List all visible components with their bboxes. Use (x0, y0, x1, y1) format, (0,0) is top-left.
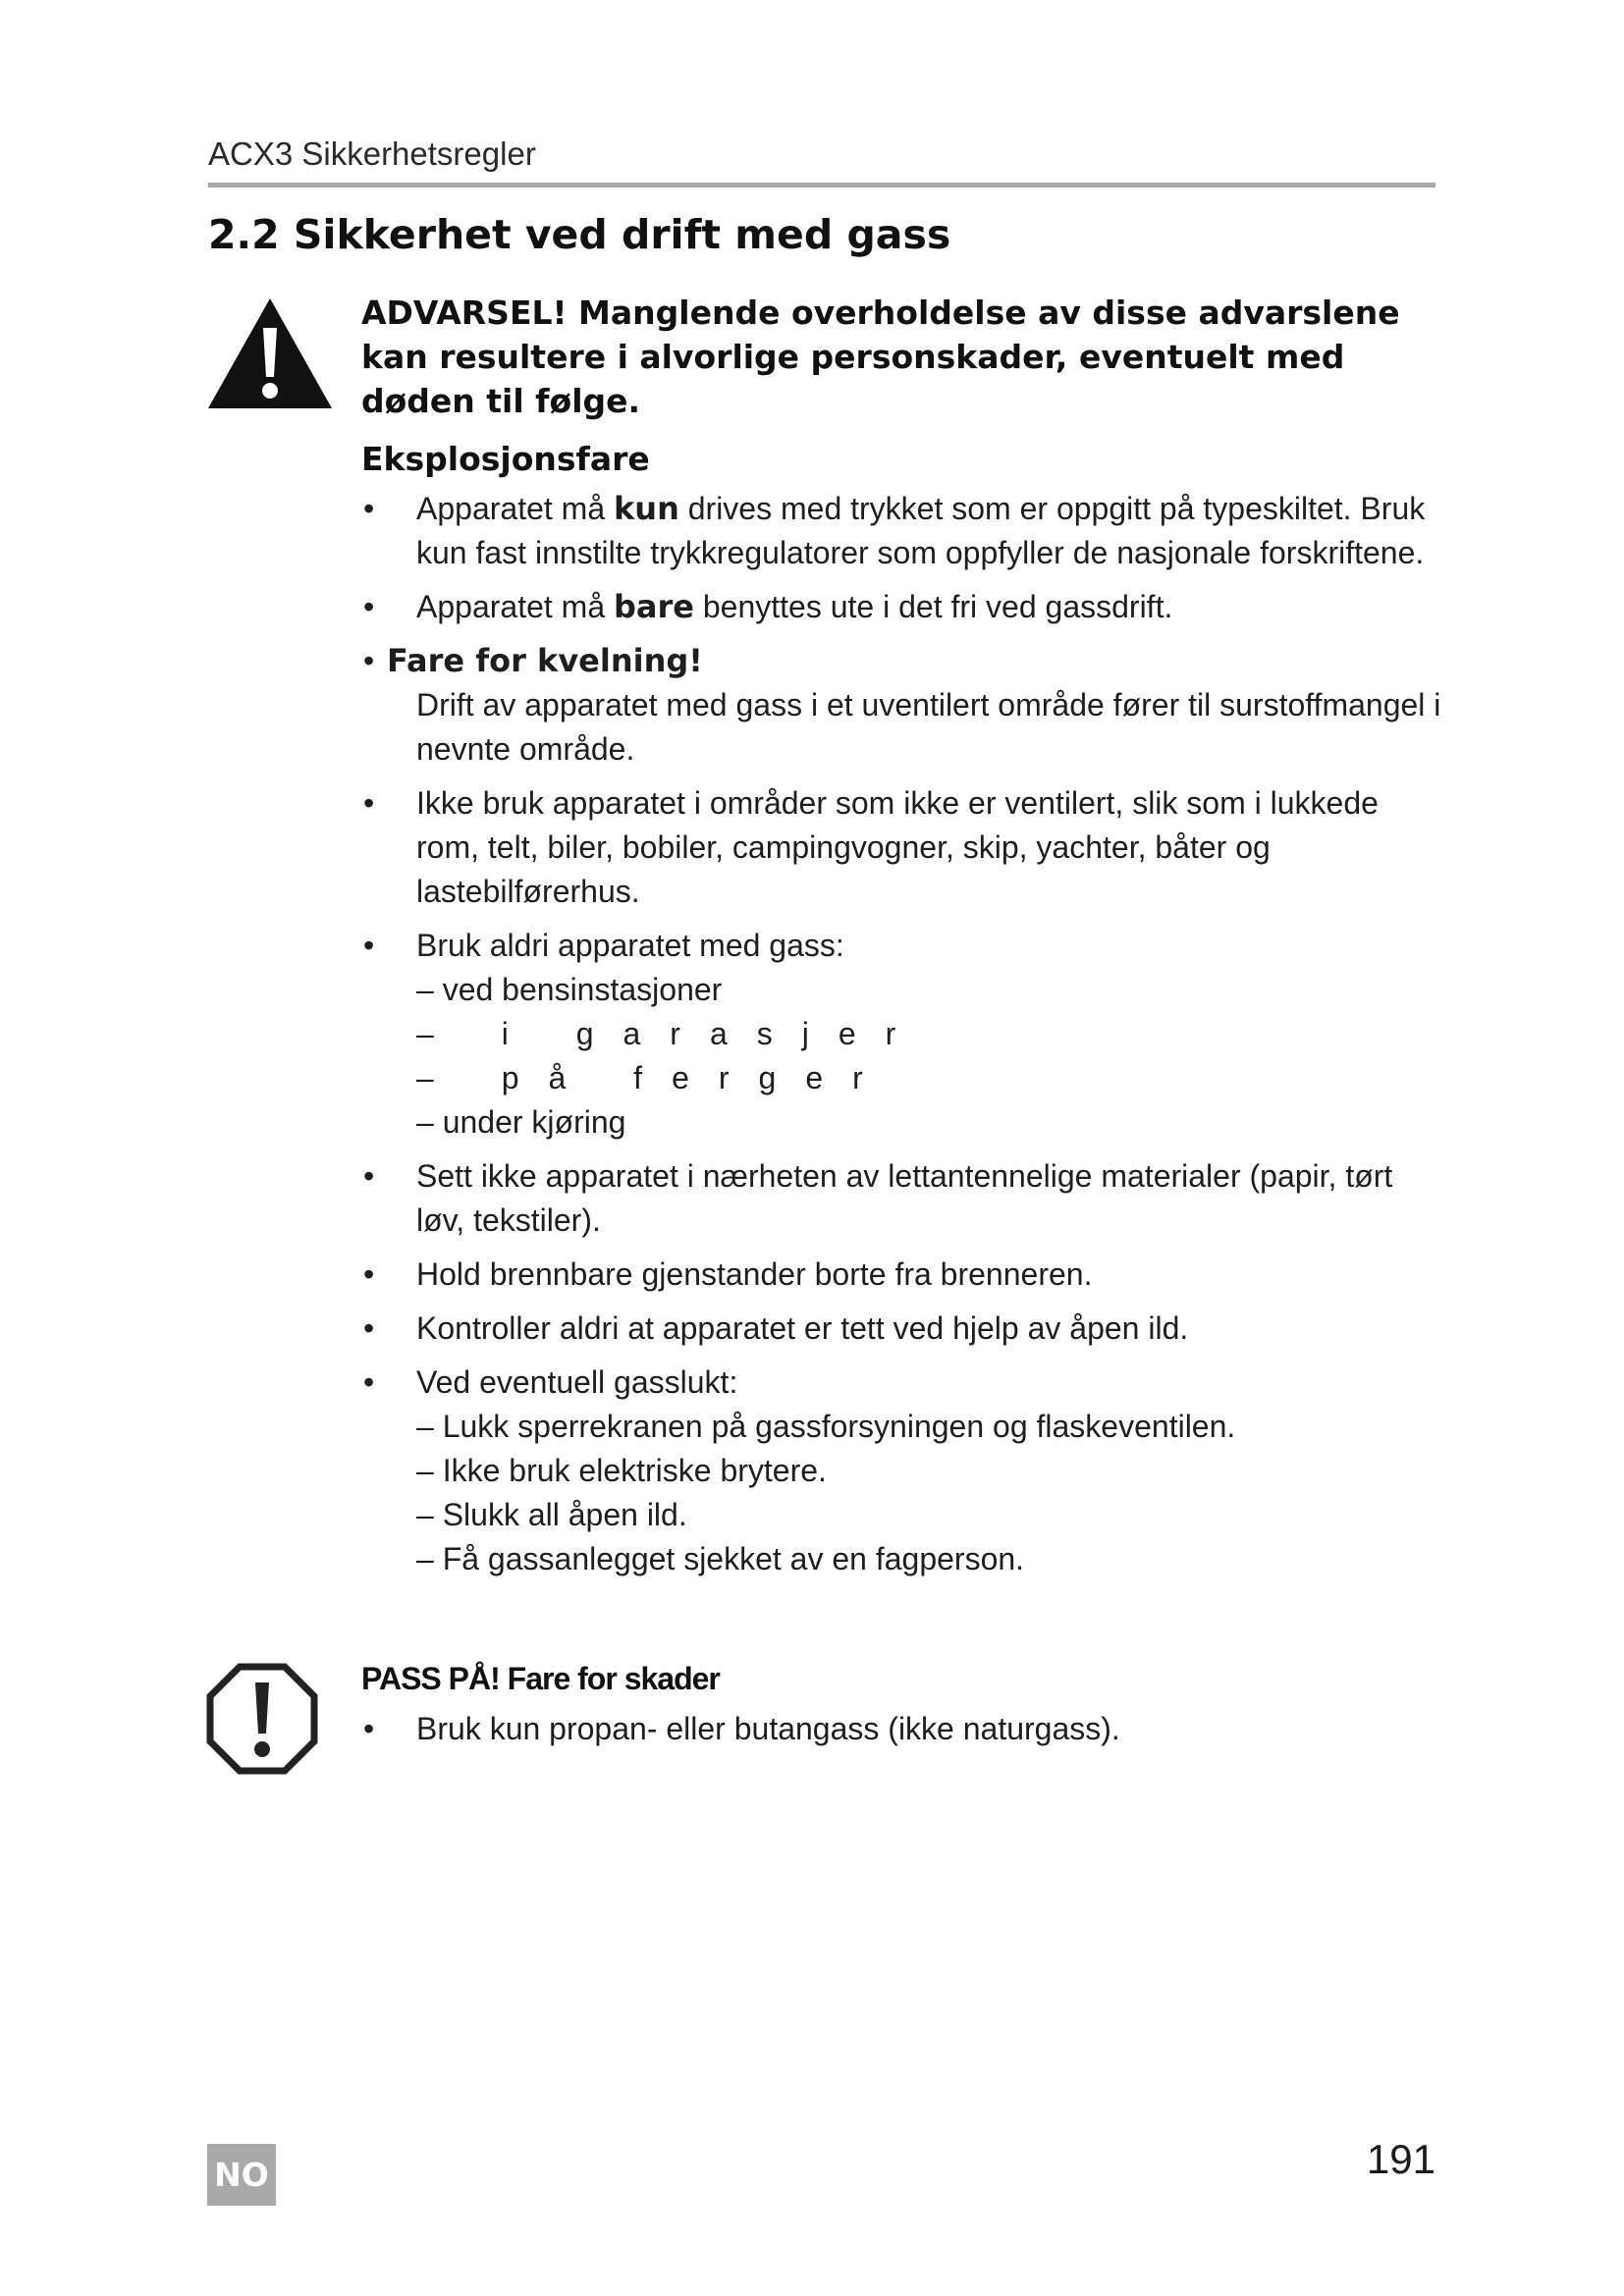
bullet: • (363, 491, 375, 526)
list-item (361, 1253, 1441, 1297)
list-item (361, 487, 1441, 575)
bullet: • (363, 785, 375, 821)
bullet: • (363, 589, 375, 624)
list-item (361, 781, 1441, 914)
page-number: 191 (1366, 2136, 1435, 2182)
item-text: benyttes ute i det fri ved gassdrift. (693, 589, 1173, 624)
caution-heading: PASS PÅ! Fare for skader (361, 1661, 720, 1696)
item-text: Kontroller aldri at apparatet er tett ved hjelp av åpen ild. (416, 1310, 1189, 1346)
sub-item: – på ferger (416, 1060, 893, 1095)
language-badge: NO (207, 2144, 276, 2206)
bullet: • (363, 1310, 375, 1346)
list-item (361, 585, 1441, 629)
item-text: Ved eventuell gasslukt: (416, 1364, 738, 1400)
list-item (361, 639, 1441, 772)
item-text: Bruk kun propan- eller butangass (ikke naturgass). (416, 1711, 1120, 1746)
running-header: ACX3 Sikkerhetsregler (208, 135, 536, 172)
sub-item: – Lukk sperrekranen på gassforsyningen og flaskeventilen. (416, 1409, 1236, 1444)
bullet: • (363, 1256, 375, 1292)
list-item (361, 1707, 1441, 1751)
sub-item: – Få gassanlegget sjekket av en fagperson. (416, 1541, 1025, 1576)
header-divider (208, 183, 1435, 187)
caution-list (361, 1707, 1441, 1751)
explosion-hazard-heading: Eksplosjonsfare (361, 440, 650, 478)
sub-item: – i garasjer (416, 1016, 926, 1051)
caution-block (361, 1657, 1441, 1761)
suffocation-hazard-title: Fare for kvelning! (387, 642, 703, 679)
list-item (361, 1154, 1441, 1243)
item-emphasis: kun (614, 490, 679, 527)
warning-block (361, 291, 1441, 1591)
bullet: • (363, 1158, 375, 1194)
section-title: 2.2 Sikkerhet ved drift med gass (208, 211, 951, 258)
item-text: drives med trykket som er oppgitt på typeskiltet. Bruk kun fast innstilte trykkregulatorer som oppfyller de nasjonale forskriftene. (416, 491, 1426, 570)
item-text: Hold brennbare gjenstander borte fra brenneren. (416, 1256, 1093, 1292)
hazard-list (361, 487, 1441, 1581)
item-text: Ikke bruk apparatet i områder som ikke er ventilert, slik som i lukkede rom, telt, biler, bobiler, campingvogner, skip, yachter, båter og lastebilførerhus. (416, 785, 1379, 909)
sub-item: – Slukk all åpen ild. (416, 1497, 687, 1532)
sub-item: – Ikke bruk elektriske brytere. (416, 1453, 827, 1488)
item-text: Sett ikke apparatet i nærheten av lettantennelige materialer (papir, tørt løv, tekstiler). (416, 1158, 1393, 1238)
warning-heading: ADVARSEL! Manglende overholdelse av disse advarslene kan resultere i alvorlige personskader, eventuelt med døden til følge. (361, 294, 1400, 420)
bullet: • (363, 1364, 375, 1400)
item-text: Apparatet må (416, 589, 614, 624)
item-text: Drift av apparatet med gass i et uventilert område fører til surstoffmangel i nevnte område. (416, 687, 1441, 767)
item-emphasis: bare (614, 588, 694, 625)
list-item (361, 1307, 1441, 1351)
list-item (361, 1361, 1441, 1581)
sub-item: – under kjøring (416, 1104, 626, 1140)
item-text: Bruk aldri apparatet med gass: (416, 928, 844, 963)
item-text: Apparatet må (416, 491, 614, 526)
list-item (361, 924, 1441, 1145)
bullet: • (363, 643, 375, 678)
warning-triangle-icon (206, 296, 334, 410)
caution-octagon-icon (206, 1663, 318, 1775)
bullet: • (363, 1711, 375, 1746)
sub-item: – ved bensinstasjoner (416, 972, 723, 1007)
bullet: • (363, 928, 375, 963)
